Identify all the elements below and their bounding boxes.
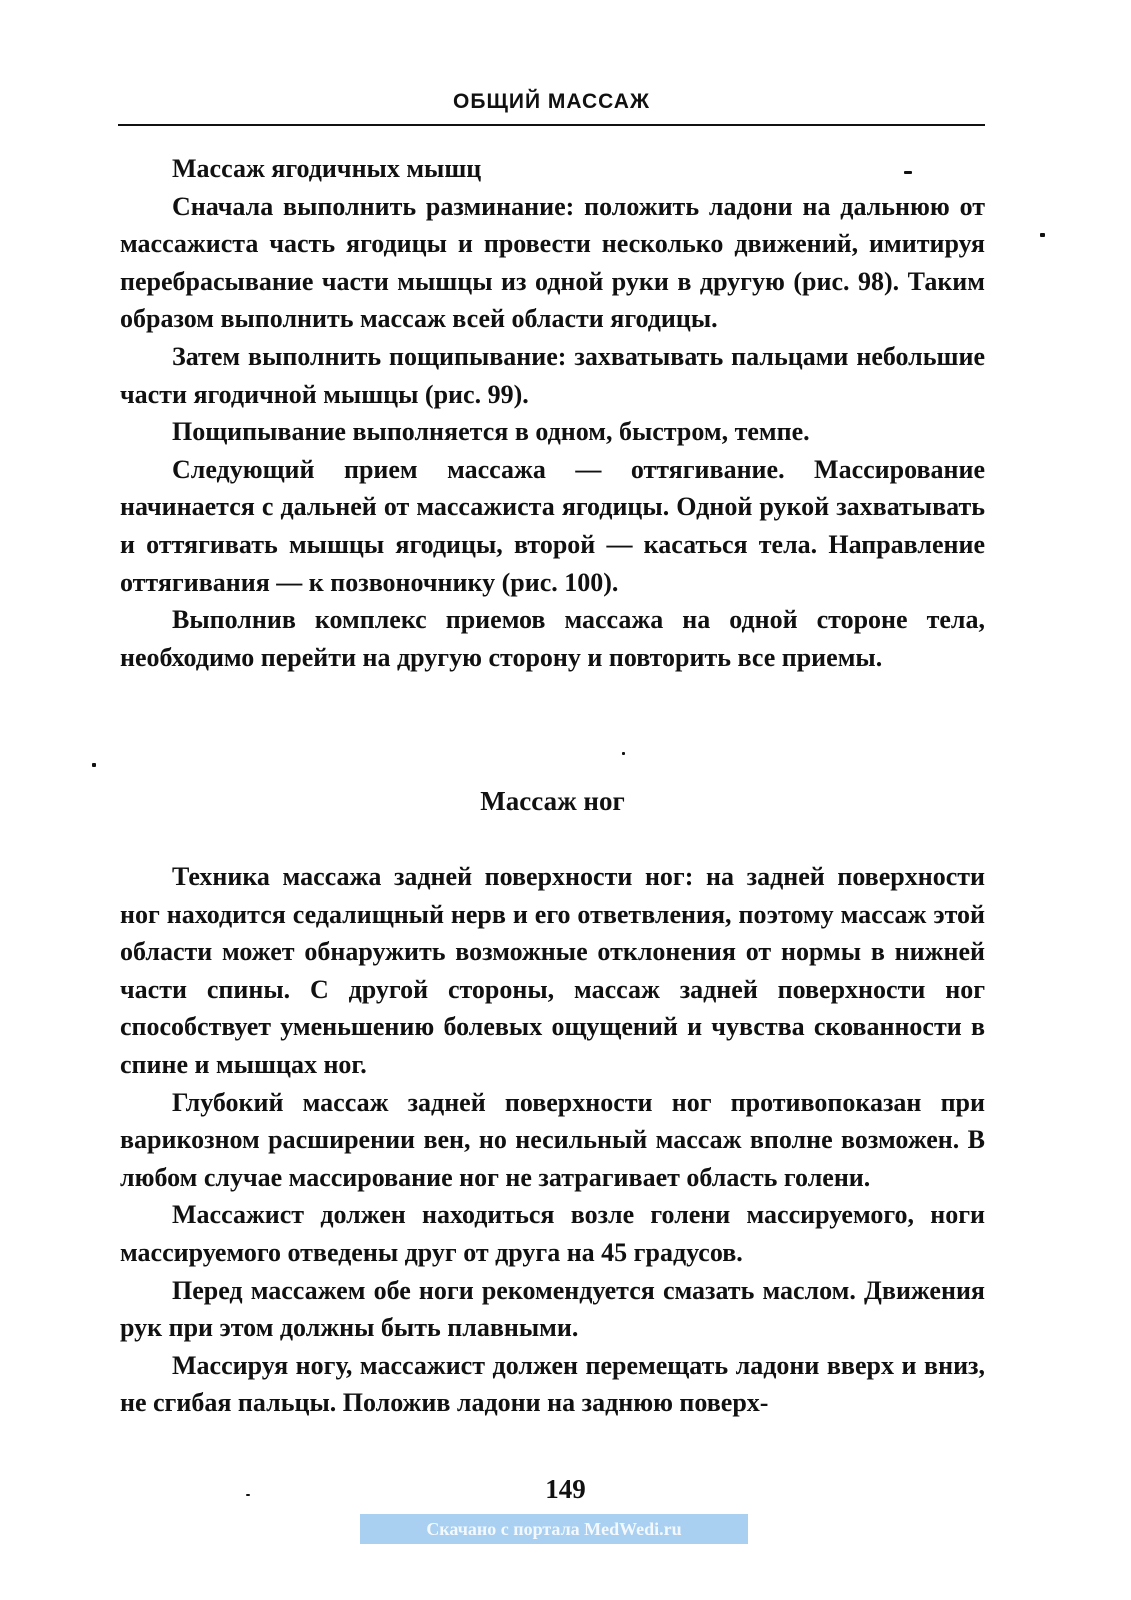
section-buttocks-massage [120,150,985,676]
scan-speck [246,1494,250,1496]
paragraph: Затем выполнить пощипывание: захватывать пальцами небольшие части ягодичной мышцы (рис. 99). [120,341,985,409]
running-header: ОБЩИЙ МАССАЖ [453,90,650,113]
scan-speck [904,171,912,174]
section-subheading: Массаж ягодичных мышц [172,154,482,183]
section-legs-massage [120,858,985,1422]
paragraph: Массируя ногу, массажист должен перемещать ладони вверх и вниз, не сгибая пальцы. Положив ладони на заднюю поверх- [120,1350,985,1418]
paragraph: Следующий прием массажа — оттягивание. Массирование начинается с дальней от массажиста ягодицы. Одной рукой захватывать и оттягивать мышцы ягодицы, второй — касаться тела. Направление оттягивания — к позвоночнику (рис. 100). [120,454,985,597]
paragraph: Сначала выполнить разминание: положить ладони на дальнюю от массажиста часть ягодицы и провести несколько движений, имитируя перебрасывание части мышцы из одной руки в другую (рис. 98). Таким образом выполнить массаж всей области ягодицы. [120,191,985,334]
paragraph: Техника массажа задней поверхности ног: на задней поверхности ног находится седалищный нерв и его ответвления, поэтому массаж этой области может обнаружить возможные отклонения от нормы в нижней части спины. С другой стороны, массаж задней поверхности ног способствует уменьшению болевых ощущений и чувства скованности в спине и мышцах ног. [120,862,985,1079]
scan-speck [622,752,625,755]
paragraph: Выполнив комплекс приемов массажа на одной стороне тела, необходимо перейти на другую сторону и повторить все приемы. [120,605,985,672]
section-title: Массаж ног [480,786,625,816]
scan-speck [1040,233,1045,237]
page-number: 149 [545,1474,586,1504]
paragraph: Перед массажем обе ноги рекомендуется смазать маслом. Движения рук при этом должны быть плавными. [120,1275,985,1343]
download-watermark: Скачано с портала MedWedi.ru [360,1514,748,1544]
header-rule [118,124,985,126]
paragraph: Пощипывание выполняется в одном, быстром, темпе. [172,417,810,447]
paragraph: Глубокий массаж задней поверхности ног противопоказан при варикозном расширении вен, но несильный массаж вполне возможен. В любом случае массирование ног не затрагивает область голени. [120,1087,985,1192]
paragraph: Массажист должен находиться возле голени массируемого, ноги массируемого отведены друг от друга на 45 градусов. [120,1200,985,1267]
scan-speck [92,763,96,767]
